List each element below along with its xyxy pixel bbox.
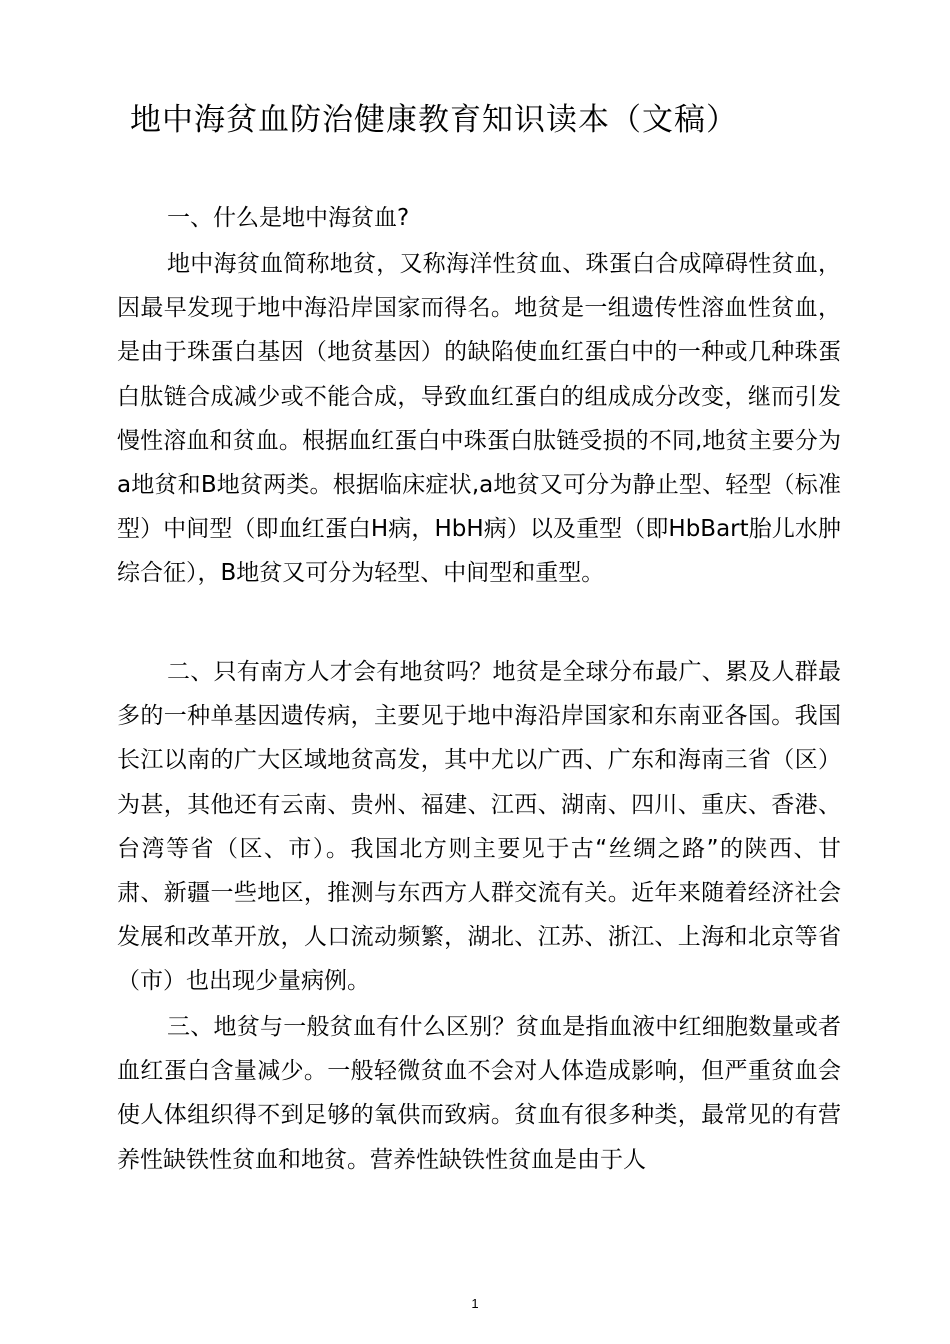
section-heading: 一、什么是地中海贫血? <box>167 205 410 231</box>
document-title: 地中海贫血防治健康教育知识读本（文稿） <box>130 102 738 138</box>
paragraph-distribution <box>117 650 841 1004</box>
paragraph-text: 三、地贫与一般贫血有什么区别？贫血是指血液中红细胞数量或者血红蛋白含量减少。一般轻微贫血不会对人体造成影响，但严重贫血会使人体组织得不到足够的氧供而致病。贫血有很多种类，最常见的有营养性缺铁性贫血和地贫。营养性缺铁性贫血是由于人 <box>117 1014 841 1173</box>
paragraph-text: 二、只有南方人才会有地贫吗？地贫是全球分布最广、累及人群最多的一种单基因遗传病，主要见于地中海沿岸国家和东南亚各国。我国长江以南的广大区域地贫高发，其中尤以广西、广东和海南三省（区）为甚，其他还有云南、贵州、福建、江西、湖南、四川、重庆、香港、台湾等省（区、市）。我国北方则主要见于古“丝绸之路”的陕西、甘肃、新疆一些地区，推测与东西方人群交流有关。近年来随着经济社会发展和改革开放，人口流动频繁，湖北、江苏、浙江、上海和北京等省（市）也出现少量病例。 <box>117 659 841 995</box>
paragraph-difference <box>117 1005 841 1182</box>
paragraph-text: 地中海贫血简称地贫，又称海洋性贫血、珠蛋白合成障碍性贫血，因最早发现于地中海沿岸国家而得名。地贫是一组遗传性溶血性贫血，是由于珠蛋白基因（地贫基因）的缺陷使血红蛋白中的一种或几种珠蛋白肽链合成减少或不能合成，导致血红蛋白的组成成分改变，继而引发慢性溶血和贫血。根据血红蛋白中珠蛋白肽链受损的不同,地贫主要分为a地贫和B地贫两类。根据临床症状,a地贫又可分为静止型、轻型（标准型）中间型（即血红蛋白H病，HbH病）以及重型（即HbBart胎儿水肿综合征），B地贫又可分为轻型、中间型和重型。 <box>117 251 841 587</box>
paragraph-definition <box>117 242 841 596</box>
page-number: 1 <box>471 1296 479 1311</box>
